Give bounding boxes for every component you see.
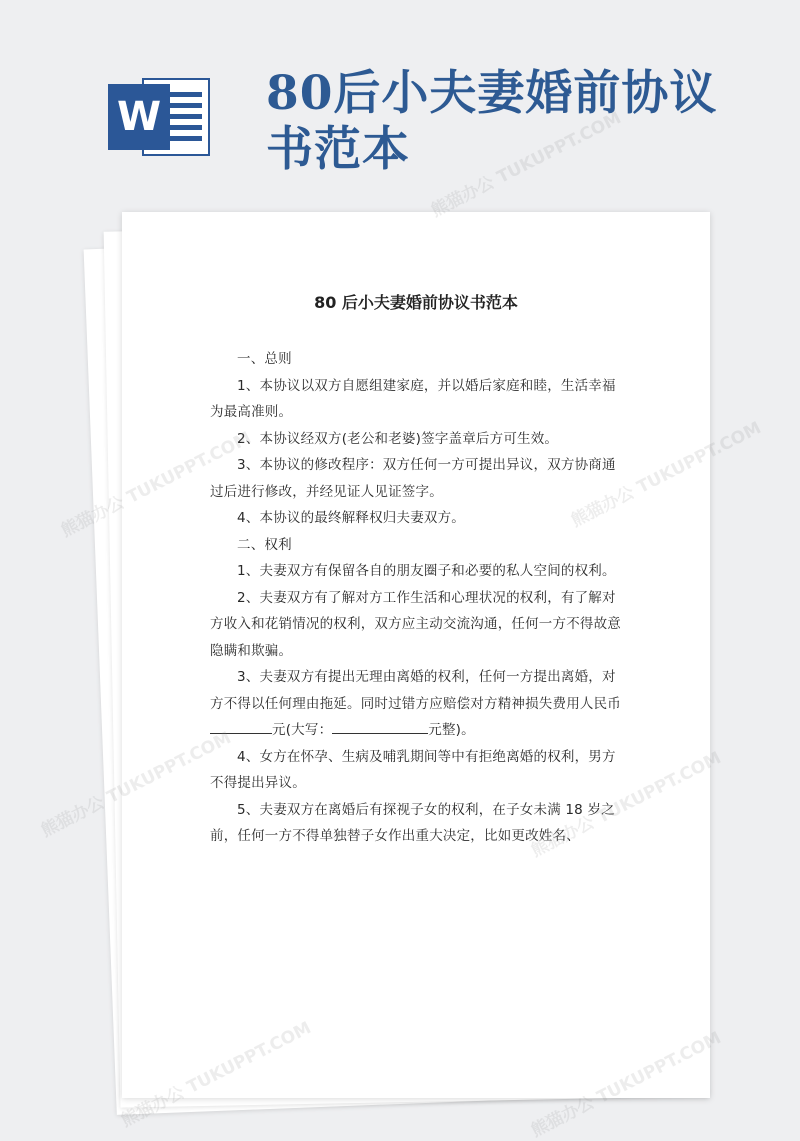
paragraph-compensation — [210, 664, 622, 744]
paragraph: 2、本协议经双方(老公和老婆)签字盖章后方可生效。 — [237, 430, 559, 447]
compensation-text-capital: 元(大写： — [272, 722, 333, 738]
paragraph: 1、本协议以双方自愿组建家庭，并以婚后家庭和睦，生活幸福为最高准则。 — [210, 377, 616, 420]
amount-capital-blank — [332, 719, 428, 734]
word-icon-letter: W — [108, 84, 170, 150]
section-heading: 一、总则 — [237, 351, 292, 367]
page-title: 80后小夫妻婚前协议书范本 — [266, 66, 718, 177]
header-banner — [0, 0, 800, 200]
compensation-text-end: 元整)。 — [428, 722, 475, 738]
paragraph: 5、夫妻双方在离婚后有探视子女的权利，在子女未满 18 岁之前，任何一方不得单独替子女作出重大决定，比如更改姓名、 — [210, 801, 615, 844]
compensation-text: 3、夫妻双方有提出无理由离婚的权利，任何一方提出离婚，对方不得以任何理由拖延。同时过错方应赔偿对方精神损失费用人民币 — [210, 669, 621, 712]
paragraph: 1、夫妻双方有保留各自的朋友圈子和必要的私人空间的权利。 — [237, 563, 616, 579]
document-title: 80 后小夫妻婚前协议书范本 — [314, 293, 518, 312]
amount-blank — [210, 719, 272, 734]
paragraph: 4、本协议的最终解释权归夫妻双方。 — [237, 510, 465, 526]
document-page — [122, 212, 710, 1098]
paragraph: 3、本协议的修改程序：双方任何一方可提出异议，双方协商通过后进行修改，并经见证人见证签字。 — [210, 457, 616, 500]
word-document-icon — [108, 76, 212, 158]
document-body — [210, 346, 622, 850]
paragraph: 4、女方在怀孕、生病及哺乳期间等中有拒绝离婚的权利，男方不得提出异议。 — [210, 748, 616, 791]
watermark: 熊猫办公 — [38, 792, 108, 842]
watermark: 熊猫办公 TUKUPPT.COM — [428, 108, 625, 222]
paragraph: 2、夫妻双方有了解对方工作生活和心理状况的权利，有了解对方收入和花销情况的权利，双方应主动交流沟通，任何一方不得故意隐瞒和欺骗。 — [210, 589, 621, 659]
section-heading: 二、权利 — [237, 536, 292, 553]
watermark: 熊猫办公 — [528, 1092, 598, 1141]
